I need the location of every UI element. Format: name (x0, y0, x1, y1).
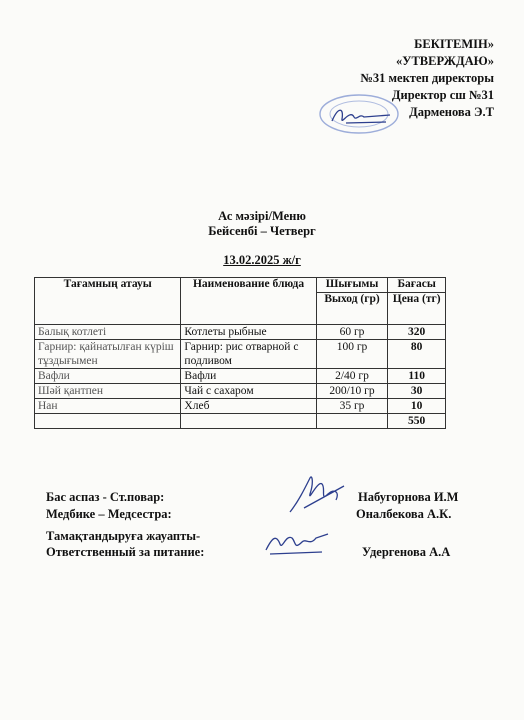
dish-name-kz: Гарнир: қайнатылған күріш тұздығымен (35, 340, 181, 369)
dish-name-ru: Гарнир: рис отварной с подливом (181, 340, 316, 369)
dish-name-kz: Нан (35, 399, 181, 414)
approval-line-3: №31 мектеп директоры (360, 71, 494, 85)
dish-name-ru: Чай с сахаром (181, 384, 316, 399)
dish-name-ru: Хлеб (181, 399, 316, 414)
menu-day: Бейсенбі – Четверг (208, 224, 316, 238)
approval-line-5: Дарменова Э.Т (409, 105, 494, 119)
nurse-name: Оналбекова А.К. (356, 507, 452, 521)
dish-price: 80 (388, 340, 446, 369)
table-row (35, 384, 446, 399)
menu-date: 13.02.2025 ж/г (223, 253, 301, 267)
table-row (35, 399, 446, 414)
nurse-role: Медбике – Медсестра: (46, 507, 172, 521)
dish-name-ru: Котлеты рыбные (181, 325, 316, 340)
header-name-ru: Наименование блюда (181, 278, 316, 325)
dish-output: 35 гр (316, 399, 388, 414)
dish-name-kz: Балық котлеті (35, 325, 181, 340)
total-price: 550 (388, 414, 446, 429)
dish-output: 60 гр (316, 325, 388, 340)
dish-price: 10 (388, 399, 446, 414)
menu-title: Ас мәзірі/Меню (218, 209, 306, 223)
empty-cell (181, 414, 316, 429)
header-price-kz: Бағасы (388, 278, 446, 293)
chef-name: Набугорнова И.М (358, 490, 459, 504)
director-signature-icon (328, 103, 398, 129)
responsible-role-kz: Тамақтандыруға жауапты- (46, 529, 201, 543)
empty-cell (35, 414, 181, 429)
responsible-name: Удергенова А.А (362, 545, 451, 559)
dish-name-kz: Вафли (35, 369, 181, 384)
empty-cell (316, 414, 388, 429)
dish-output: 2/40 гр (316, 369, 388, 384)
header-output-kz: Шығымы (316, 278, 388, 293)
dish-price: 30 (388, 384, 446, 399)
dish-output: 100 гр (316, 340, 388, 369)
approval-line-2: «УТВЕРЖДАЮ» (396, 54, 494, 68)
chef-signature-icon (284, 472, 348, 516)
responsible-role-ru: Ответственный за питание: (46, 545, 205, 559)
table-row (35, 325, 446, 340)
header-output-ru: Выход (гр) (316, 293, 388, 325)
dish-price: 320 (388, 325, 446, 340)
dish-output: 200/10 гр (316, 384, 388, 399)
approval-line-4: Директор сш №31 (391, 88, 494, 102)
chef-role: Бас аспаз - Ст.повар: (46, 490, 165, 504)
total-row (35, 414, 446, 429)
header-price-ru: Цена (тг) (388, 293, 446, 325)
header-name-kz: Тағамның атауы (35, 278, 181, 325)
dish-name-ru: Вафли (181, 369, 316, 384)
dish-name-kz: Шәй қантпен (35, 384, 181, 399)
dish-price: 110 (388, 369, 446, 384)
menu-table (34, 277, 446, 429)
responsible-signature-icon (262, 528, 332, 558)
table-row (35, 369, 446, 384)
table-row (35, 340, 446, 369)
approval-line-1: БЕКІТЕМІН» (414, 37, 494, 51)
